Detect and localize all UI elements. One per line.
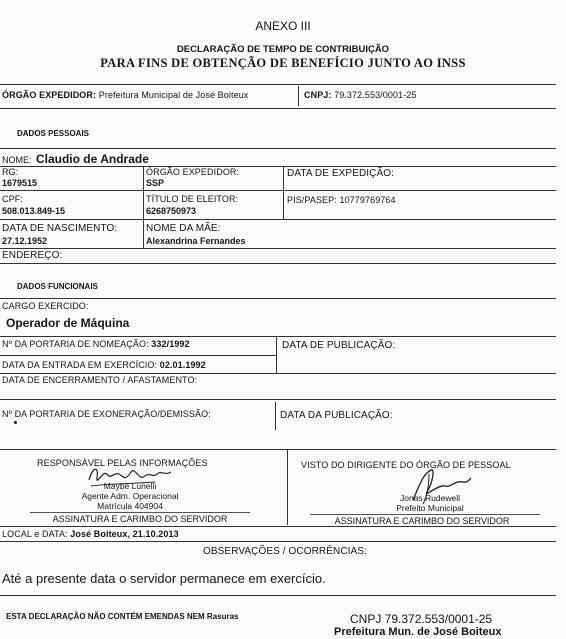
orgao-divider bbox=[298, 86, 299, 106]
entrada-bottom bbox=[0, 373, 556, 374]
cnpj-stamp: CNPJ 79.372.553/0001-25 bbox=[350, 612, 493, 626]
cnpj-field bbox=[304, 90, 417, 100]
local-field bbox=[2, 529, 179, 539]
signatures-divider bbox=[287, 450, 288, 525]
pis-field bbox=[287, 195, 396, 205]
local-label: LOCAL e DATA: bbox=[2, 529, 68, 539]
encerramento-bottom bbox=[0, 399, 556, 400]
cargo-label: CARGO EXERCIDO: bbox=[2, 301, 89, 311]
orgao-field bbox=[2, 90, 248, 100]
orgao-top-border bbox=[0, 84, 556, 85]
pis-value: 10779769764 bbox=[339, 195, 396, 205]
portaria-nomeacao-value: 332/1992 bbox=[151, 339, 190, 349]
portaria-nomeacao-field bbox=[2, 339, 190, 349]
orgao-exp-label: ÓRGÃO EXPEDIDOR: bbox=[146, 167, 240, 177]
observacoes-text: Até a presente data o servidor permanece em exercício. bbox=[2, 571, 326, 586]
endereco-label: ENDEREÇO: bbox=[2, 250, 63, 261]
cnpj-label: CNPJ: bbox=[304, 90, 332, 100]
responsavel-stamp-matricula: Matrícula 404904 bbox=[97, 501, 163, 511]
responsavel-stamp-role: Agente Adm. Operacional bbox=[81, 491, 179, 501]
titulo-value: 6268750973 bbox=[146, 206, 197, 216]
cnpj-value: 79.372.553/0001-25 bbox=[334, 90, 417, 100]
dados-pessoais-heading: DADOS PESSOAIS bbox=[17, 129, 90, 138]
nascimento-label: DATA DE NASCIMENTO: bbox=[2, 223, 118, 234]
data-publicacao-2-label: DATA DA PUBLICAÇÃO: bbox=[280, 410, 393, 421]
pessoais-top-border bbox=[0, 148, 556, 149]
titulo-label: TÍTULO DE ELEITOR: bbox=[146, 194, 239, 204]
pessoais-col-divider-1 bbox=[143, 166, 144, 248]
exoneracao-divider bbox=[275, 402, 276, 430]
observacoes-bottom bbox=[0, 595, 556, 596]
visto-stamp-role: Prefeito Municipal bbox=[396, 503, 464, 513]
pessoais-col-divider-2 bbox=[283, 166, 284, 219]
footer-note: ESTA DECLARAÇÃO NÃO CONTÉM EMENDAS NEM Rasuras bbox=[6, 612, 239, 621]
rg-row-bottom bbox=[0, 190, 556, 191]
exoneracao-bottom bbox=[0, 449, 556, 450]
dados-funcionais-heading: DADOS FUNCIONAIS bbox=[17, 282, 98, 291]
visto-sign-line bbox=[310, 514, 540, 515]
orgao-bottom-border bbox=[0, 108, 556, 109]
pis-label: PIS/PASEP: bbox=[287, 195, 337, 205]
responsavel-caption: ASSINATURA E CARIMBO DO SERVIDOR bbox=[52, 514, 228, 524]
nomeacao-divider bbox=[276, 337, 277, 373]
visto-stamp-name: Jonas Rudewell bbox=[399, 493, 460, 503]
declaration-title-line2: PARA FINS DE OBTENÇÃO DE BENEFÍCIO JUNTO AO INSS bbox=[100, 56, 466, 70]
nome-value: Claudio de Andrade bbox=[35, 152, 149, 166]
portaria-nomeacao-label: Nº DA PORTARIA DE NOMEAÇÃO: bbox=[2, 339, 149, 349]
rg-value: 1679515 bbox=[2, 178, 38, 188]
mae-value: Alexandrina Fernandes bbox=[146, 236, 246, 246]
visto-caption: ASSINATURA E CARIMBO DO SERVIDOR bbox=[334, 516, 510, 526]
cpf-value: 508.013.849-15 bbox=[2, 206, 66, 216]
nome-bottom-border bbox=[0, 166, 556, 167]
entrada-value: 02.01.1992 bbox=[159, 360, 206, 370]
prefeitura-stamp: Prefeitura Mun. de José Boiteux bbox=[334, 626, 502, 638]
signatures-bottom bbox=[0, 526, 556, 527]
cpf-label: CPF: bbox=[2, 194, 23, 204]
responsavel-label: RESPONSÁVEL PELAS INFORMAÇÕES bbox=[37, 458, 208, 468]
data-exp-label: DATA DE EXPEDIÇÃO: bbox=[287, 168, 395, 179]
nasc-row-bottom bbox=[0, 248, 556, 249]
observacoes-label: OBSERVAÇÕES / OCORRÊNCIAS: bbox=[203, 546, 367, 557]
responsavel-sign-line bbox=[30, 512, 250, 513]
encerramento-label: DATA DE ENCERRAMENTO / AFASTAMENTO: bbox=[2, 375, 198, 385]
visto-label: VISTO DO DIRIGENTE DO ÓRGÃO DE PESSOAL bbox=[301, 460, 511, 470]
data-publicacao-label: DATA DE PUBLICAÇÃO: bbox=[282, 340, 396, 351]
nascimento-value: 27.12.1952 bbox=[2, 236, 48, 246]
local-bottom bbox=[0, 541, 556, 542]
entrada-field bbox=[2, 360, 206, 370]
responsavel-stamp-name: Maybe Lunelli bbox=[103, 481, 157, 491]
exoneracao-label: Nº DA PORTARIA DE EXONERAÇÃO/DEMISSÃO: bbox=[2, 409, 211, 419]
nome-label: NOME: bbox=[2, 155, 32, 165]
annex-title: ANEXO III bbox=[255, 19, 311, 33]
cargo-value: Operador de Máquina bbox=[6, 316, 130, 330]
cargo-bottom bbox=[0, 336, 556, 337]
mae-label: NOME DA MÃE: bbox=[146, 223, 221, 234]
funcionais-top-border bbox=[0, 298, 556, 299]
declaration-title-line1: DECLARAÇÃO DE TEMPO DE CONTRIBUIÇÃO bbox=[176, 44, 390, 55]
cpf-row-bottom bbox=[0, 219, 556, 220]
orgao-label: ÓRGÃO EXPEDIDOR: bbox=[2, 90, 97, 100]
rg-label: RG: bbox=[2, 167, 19, 177]
orgao-exp-value: SSP bbox=[146, 178, 165, 188]
orgao-value: Prefeitura Municipal de José Boiteux bbox=[98, 90, 249, 100]
local-value: José Boiteux, 21.10.2013 bbox=[70, 529, 179, 539]
nomeacao-bottom bbox=[0, 355, 276, 356]
entrada-label: DATA DA ENTRADA EM EXERCÍCIO: bbox=[2, 360, 158, 370]
endereco-bottom bbox=[0, 263, 556, 264]
stray-mark bbox=[14, 421, 17, 424]
